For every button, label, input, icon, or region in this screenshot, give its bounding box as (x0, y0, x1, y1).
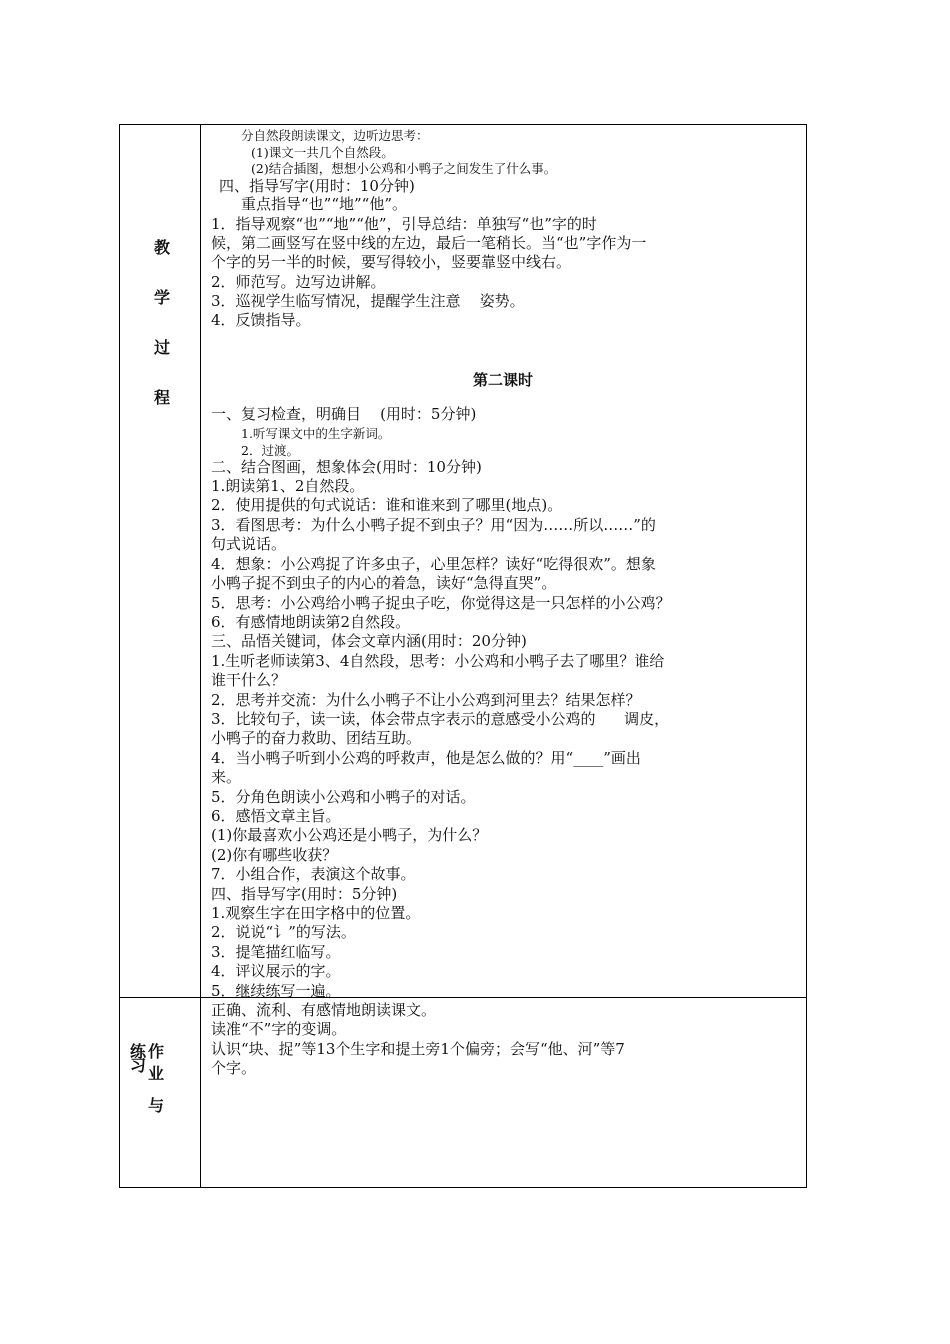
text-line: 小鸭子捉不到虫子的内心的着急，读好“急得直哭”。 (211, 574, 557, 592)
text-line: 2．使用提供的句式说话：谁和谁来到了哪里(地点)。 (211, 496, 563, 514)
lesson1-content (211, 125, 647, 362)
lesson2-content (211, 405, 671, 1006)
text-line: (1)课文一共几个自然段。 (251, 145, 394, 160)
homework-label-b: 习 (130, 1056, 147, 1075)
text-line: 谁干什么？ (211, 671, 287, 689)
text-line: 小鸭子的奋力救助、团结互助。 (211, 729, 422, 747)
homework-content (211, 1001, 625, 1110)
text-line: 句式说话。 (211, 535, 287, 553)
text-line: (1)你最喜欢小公鸡还是小鸭子，为什么？ (211, 826, 488, 844)
homework-label-d: 业 (148, 1064, 165, 1083)
process-label-2: 学 (154, 288, 171, 307)
homework-label-c: 作 (148, 1042, 165, 1061)
text-line: 5．分角色朗读小公鸡和小鸭子的对话。 (211, 788, 476, 806)
text-line: 1.生听老师读第3、4自然段，思考：小公鸡和小鸭子去了哪里？谁给 (211, 652, 665, 670)
text-line: 2．思考并交流：为什么小鸭子不让小公鸡到河里去？结果怎样？ (211, 691, 641, 709)
text-line: 读准“不”字的变调。 (211, 1020, 347, 1038)
text-line: 重点指导“也”“地”“他”。 (241, 195, 408, 213)
process-label-4: 程 (154, 388, 171, 407)
text-line: 二、结合图画，想象体会(用时：10分钟) (211, 458, 482, 476)
text-line: 4．想象：小公鸡捉了许多虫子，心里怎样？读好“吃得很欢”。想象 (211, 555, 656, 573)
text-line: (2)结合插图，想想小公鸡和小鸭子之间发生了什么事。 (251, 161, 557, 176)
text-line: 7．小组合作，表演这个故事。 (211, 865, 416, 883)
text-line: 分自然段朗读课文，边听边思考： (241, 128, 429, 143)
text-line: 个字。 (211, 1059, 257, 1077)
text-line: 4．评议展示的字。 (211, 962, 341, 980)
homework-label-a: 练 (130, 1042, 147, 1061)
lesson-plan-table (119, 124, 807, 1188)
text-line: 正确、流利、有感情地朗读课文。 (211, 1001, 437, 1019)
text-line: 三、品悟关键词，体会文章内涵(用时：20分钟) (211, 632, 527, 650)
text-line: 4．当小鸭子听到小公鸡的呼救声，他是怎么做的？用“____”画出 (211, 749, 641, 767)
text-line: 6．感悟文章主旨。 (211, 807, 341, 825)
text-line: 1.听写课文中的生字新词。 (241, 426, 391, 441)
process-label-1: 教 (154, 238, 171, 257)
text-line: 1.朗读第1、2自然段。 (211, 477, 365, 495)
text-line: 四、指导写字(用时：10分钟) (219, 177, 415, 195)
text-line: 6．有感情地朗读第2自然段。 (211, 613, 411, 631)
text-line: 3．提笔描红临写。 (211, 943, 341, 961)
homework-label-e: 与 (148, 1096, 165, 1115)
lesson2-title: 第二课时 (472, 371, 533, 389)
text-line: 认识“块、捉”等13个生字和提土旁1个偏旁；会写“他、河”等7 (211, 1040, 625, 1058)
text-line: 一、复习检查，明确目 (用时：5分钟) (211, 405, 477, 423)
text-line: 3．看图思考：为什么小鸭子捉不到虫子？用“因为……所以……”的 (211, 516, 656, 534)
text-line: (2)你有哪些收获？ (211, 846, 338, 864)
text-line: 2．说说“讠”的写法。 (211, 923, 356, 941)
text-line: 5．思考：小公鸡给小鸭子捉虫子吃，你觉得这是一只怎样的小公鸡？ (211, 594, 671, 612)
text-line: 四、指导写字(用时：5分钟) (211, 885, 398, 903)
text-line: 候，第二画竖写在竖中线的左边，最后一笔稍长。当“也”字作为一 (211, 234, 647, 252)
text-line: 1.观察生字在田字格中的位置。 (211, 904, 421, 922)
text-line: 5．继续练写一遍。 (211, 982, 341, 1000)
text-line: 3．巡视学生临写情况，提醒学生注意 姿势。 (211, 292, 525, 310)
text-line: 来。 (211, 768, 242, 786)
process-label-3: 过 (154, 338, 171, 357)
text-line: 2．过渡。 (241, 443, 299, 458)
text-line: 1．指导观察“也”“地”“他”，引导总结：单独写“也”字的时 (211, 215, 597, 233)
text-line: 个字的另一半的时候，要写得较小，竖要靠竖中线右。 (211, 253, 572, 271)
column-divider (200, 125, 201, 1187)
text-line: 4．反馈指导。 (211, 311, 311, 329)
text-line: 2．师范写。边写边讲解。 (211, 273, 386, 291)
text-line: 3．比较句子，读一读，体会带点字表示的意感受小公鸡的 调皮， (211, 710, 670, 728)
